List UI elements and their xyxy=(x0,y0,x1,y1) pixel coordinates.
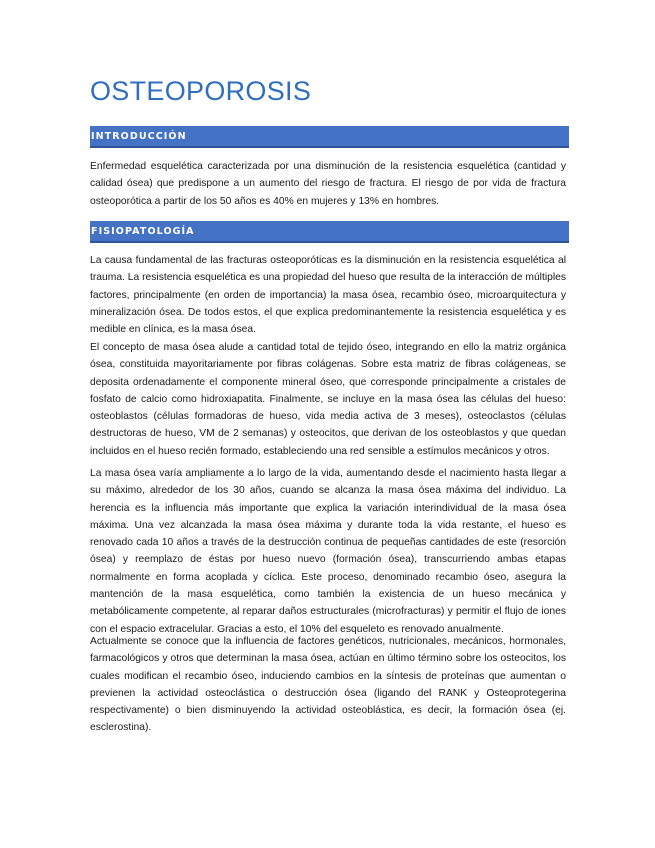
fisiopatologia-paragraph-2: El concepto de masa ósea alude a cantidad total de tejido óseo, integrando en ello la matriz orgánica ósea, constituida mayoritariamente por fibras colágenas. Sobre esta matriz de fibras colágeneas, se deposita ordenadamente el componente mineral óseo, que corresponde principalmente a cristales de fosfato de calcio como hidroxiapatita. Finalmente, se incluye en la masa ósea las células del hueso: osteoblastos (células formadoras de hueso, vida media activa de 3 meses), osteoclastos (células destructoras de hueso, VM de 2 semanas) y osteocitos, que derivan de los osteoblastos y que quedan incluidos en el hueso recién formado, estableciendo una red sensible a estímulos mecánicos y otros. xyxy=(90,342,566,457)
fisiopatologia-paragraph-1: La causa fundamental de las fracturas osteoporóticas es la disminución en la resistencia esquelética al trauma. La resistencia esquelética es una propiedad del hueso que resulta de la interacción de múltiples factores, principalmente (en orden de importancia) la masa ósea, recambio óseo, microarquitectura y mineralización ósea. De todos estos, el que explica predominantemente la resistencia esquelética y es medible en clínica, es la masa ósea. xyxy=(90,255,566,336)
fisiopatologia-paragraph-4: Actualmente se conoce que la influencia de factores genéticos, nutricionales, mecánicos, hormonales, farmacológicos y otros que determinan la masa ósea, actúan en último término sobre los osteocitos, los cuales modifican el recambio óseo, induciendo cambios en la síntesis de proteínas que aumentan o previenen la actividad osteoclástica o destrucción ósea (ligando del RANK y Osteoprotegerina respectivamente) o bien disminuyendo la actividad osteoblástica, es decir, la formación ósea (ej. esclerostina). xyxy=(90,636,566,734)
section-heading: INTRODUCCIÓN xyxy=(91,131,187,142)
section-header-fisiopatologia xyxy=(90,221,569,243)
intro-paragraph: Enfermedad esquelética caracterizada por una disminución de la resistencia esquelética (cantidad y calidad ósea) que predispone a un aumento del riesgo de fractura. El riesgo de por vida de fractura osteoporótica a partir de los 50 años es 40% en mujeres y 13% en hombres. xyxy=(90,161,566,207)
fisiopatologia-paragraph-3: La masa ósea varía ampliamente a lo largo de la vida, aumentando desde el nacimiento hasta llegar a su máximo, alrededor de los 30 años, cuando se alcanza la masa ósea máxima del individuo. La herencia es la influencia más importante que explica la variación interindividual de la masa ósea máxima. Una vez alcanzada la masa ósea máxima y durante toda la vida restante, el hueso es renovado cada 10 años a través de la destrucción continua de pequeñas cantidades de este (resorción ósea) y reemplazo de éstas por hueso nuevo (formación ósea), transcurriendo ambas etapas normalmente en forma acoplada y cíclica. Este proceso, denominado recambio óseo, asegura la mantención de la masa esquelética, como también la existencia de un hueso mecánica y metabólicamente competente, al reparar daños estructurales (microfracturas) y permitir el flujo de iones con el espacio extracelular. Gracias a esto, el 10% del esqueleto es renovado anualmente. xyxy=(90,468,566,635)
section-heading: FISIOPATOLOGÍA xyxy=(91,226,195,237)
section-header-introduccion xyxy=(90,126,569,148)
document-title: OSTEOPOROSIS xyxy=(90,76,312,106)
